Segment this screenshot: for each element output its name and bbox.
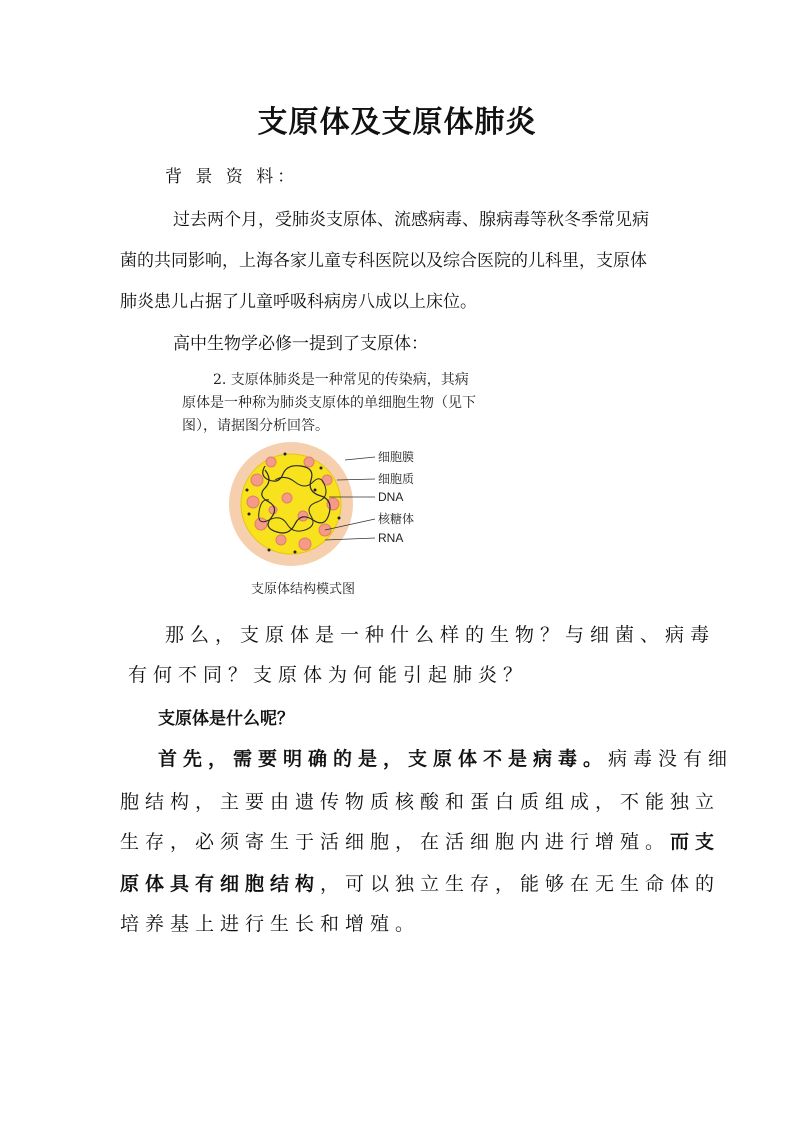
figure-question-line-3: 图），请据图分析回答。 xyxy=(182,418,329,434)
intro-line-1: 过去两个月，受肺炎支原体、流感病毒、腺病毒等秋冬季常见病 xyxy=(173,210,649,230)
figure-caption: 支原体结构模式图 xyxy=(251,582,356,597)
mycoplasma-structure-diagram xyxy=(225,440,440,575)
question-line-1: 那么，支原体是一种什么样的生物？与细菌、病毒 xyxy=(165,624,716,646)
body-line-4-bold: 原体具有细胞结构 xyxy=(120,873,321,895)
label-cell-membrane: 细胞膜 xyxy=(378,450,415,464)
body-line-3-bold: 而支 xyxy=(670,831,721,853)
body-line-3-rest: 生存，必须寄生于活细胞，在活细胞内进行增殖。 xyxy=(120,831,671,853)
label-ribosome: 核糖体 xyxy=(378,512,415,526)
page-title: 支原体及支原体肺炎 xyxy=(257,105,537,140)
section-heading: 支原体是什么呢？ xyxy=(158,709,294,729)
label-cytoplasm: 细胞质 xyxy=(378,472,415,486)
textbook-intro: 高中生物学必修一提到了支原体： xyxy=(173,334,428,354)
figure-question-line-1: 2. 支原体肺炎是一种常见的传染病，其病 xyxy=(213,372,469,388)
body-line-1 xyxy=(158,744,733,771)
body-line-1-rest: 病毒没有细 xyxy=(608,748,734,770)
body-line-3 xyxy=(120,827,720,854)
figure-question-line-2: 原体是一种称为肺炎支原体的单细胞生物（见下 xyxy=(182,395,476,411)
label-rna: RNA xyxy=(378,531,404,545)
body-line-2: 胞结构，主要由遗传物质核酸和蛋白质组成，不能独立 xyxy=(120,791,721,813)
body-line-5: 培养基上进行生长和增殖。 xyxy=(120,913,421,935)
question-line-2: 有何不同？支原体为何能引起肺炎？ xyxy=(128,664,529,686)
intro-line-2: 菌的共同影响，上海各家儿童专科医院以及综合医院的儿科里，支原体 xyxy=(120,251,647,271)
body-line-4-rest: ，可以独立生存，能够在无生命体的 xyxy=(320,873,721,895)
label-dna: DNA xyxy=(378,490,404,504)
intro-line-3: 肺炎患儿占据了儿童呼吸科病房八成以上床位。 xyxy=(120,292,477,312)
body-line-1-bold: 首先，需要明确的是，支原体不是病毒。 xyxy=(158,748,609,770)
body-line-4 xyxy=(120,869,720,896)
background-heading: 背 景 资 料： xyxy=(165,167,299,187)
